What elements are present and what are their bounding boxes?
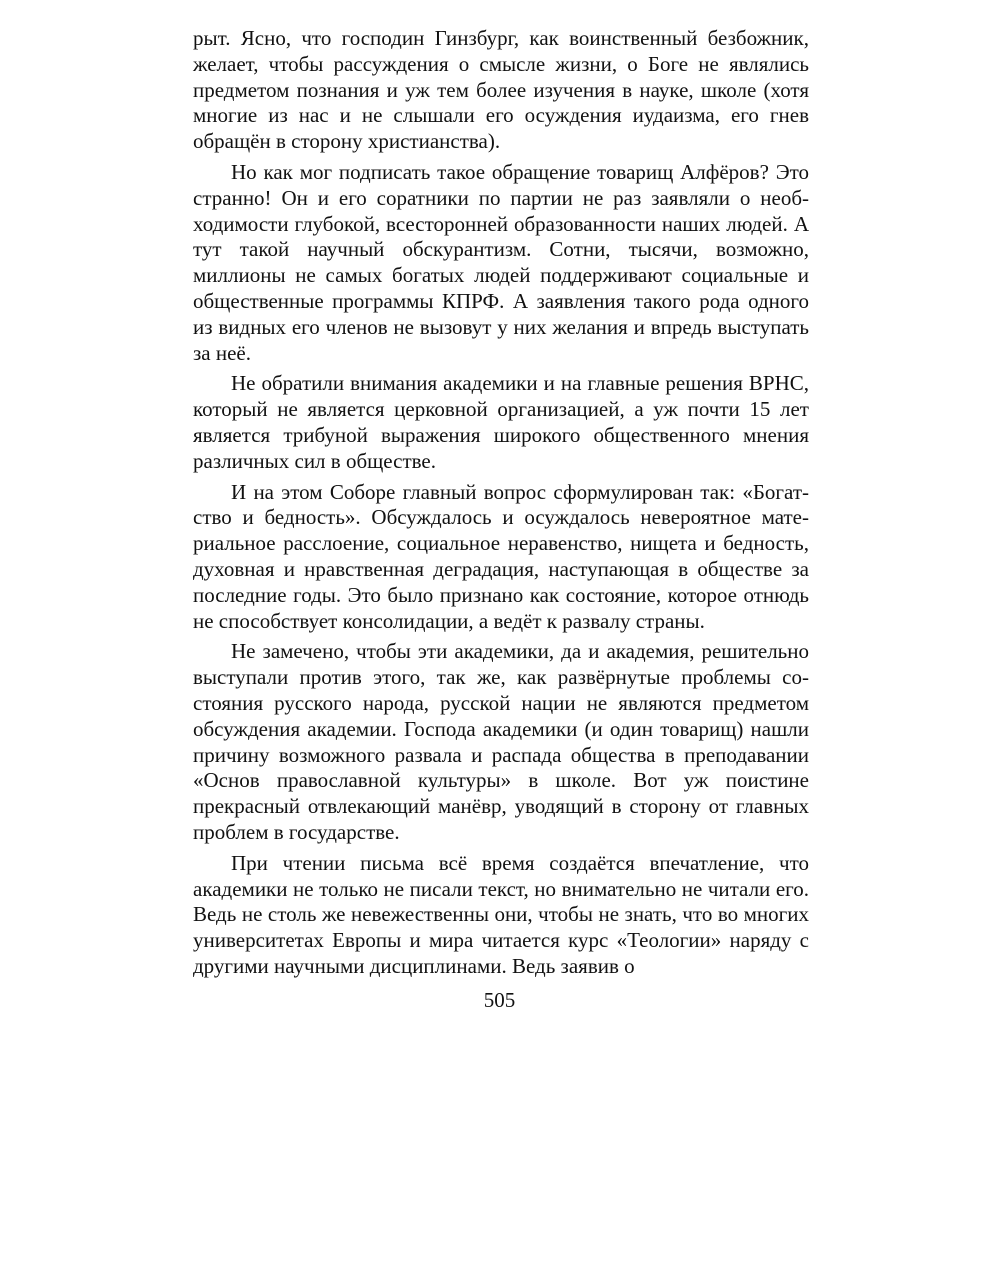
paragraph-5: Не замечено, чтобы эти академики, да и академия, решительно выступали против этого, так же, как развёрнутые проблемы состояния русского народа, русской нации не являются предметом обсуждения академии. Господа академики (и один товарищ) нашли причину возможного развала и распада общества в преподавании «Основ православной культуры» в школе. Вот уж поистине прекрасный отвлекающий манёвр, уводящий в сторону от главных проблем в государстве.	[193, 639, 809, 844]
paragraph-6: При чтении письма всё время создаётся впечатление, что академики не только не писали текст, но внимательно не читали его. Ведь не столь же невежественны они, чтобы не знать, что во многих университетах Европы и мира читается курс «Теологии» наряду с другими научными дисциплинами. Ведь заявив о	[193, 850, 809, 978]
paragraph-4: И на этом Соборе главный вопрос сформулирован так: «Богатство и бедность». Обсуждалось и осуждалось невероятное материальное расслоение, социальное неравенство, нищета и бедность, духовная и нравственная деградация, наступающая в обществе за последние годы. Это было признано как состояние, которое отнюдь не способствует консолидации, а ведёт к развалу страны.	[193, 479, 809, 633]
body-text	[193, 26, 809, 985]
page-number: 505	[483, 988, 516, 1012]
paragraph-1: рыт. Ясно, что господин Гинзбург, как воинственный безбожник, желает, чтобы рассуждения о смысле жизни, о Боге не являлись предметом познания и уж тем более изучения в науке, школе (хотя многие из нас и не слышали его осуждения иудаизма, его гнев обращён в сторону христианства).	[193, 26, 809, 154]
paragraph-2: Но как мог подписать такое обращение товарищ Алфёров? Это странно! Он и его соратники по партии не раз заявляли о необходимости глубокой, всесторонней образованности наших людей. А тут такой научный обскурантизм. Сотни, тысячи, возможно, миллионы не самых богатых людей поддерживают социальные и общественные программы КПРФ. А заявления такого рода одного из видных его членов не вызовут у них желания и впредь выступать за неё.	[193, 159, 809, 365]
paragraph-3: Не обратили внимания академики и на главные решения ВРНС, который не является церковной организацией, а уж почти 15 лет является трибуной выражения широкого общественного мнения различных сил в обществе.	[193, 371, 809, 473]
